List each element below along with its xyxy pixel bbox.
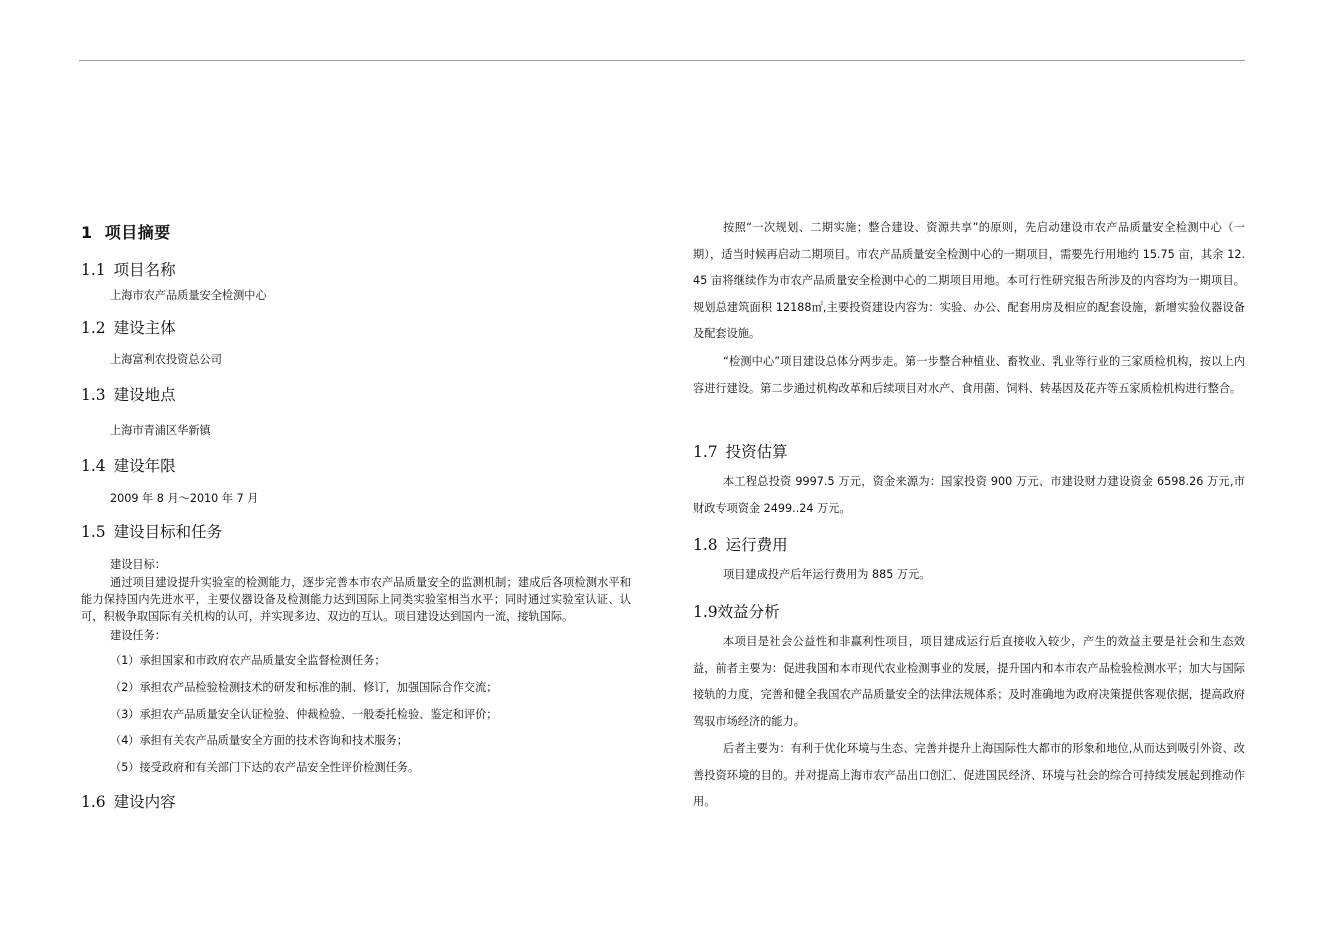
goal-paragraph: 通过项目建设提升实验室的检测能力，逐步完善本市农产品质量安全的监测机制；建成后各项检测水平和能力保持国内先进水平，主要仪器设备及检测能力达到国际上同类实验室相当水平；同时通过实验室认证、认可，积极争取国际有关机构的认可，并实现多边、双边的互认。项目建设达到国内一流，接轨国际。 xyxy=(81,576,631,623)
investment-paragraph: 本工程总投资 9997.5 万元，资金来源为：国家投资 900 万元、市建设财力建设资金 6598.26 万元,市财政专项资金 2499..24 万元。 xyxy=(693,475,1245,515)
header-rule xyxy=(79,60,1245,61)
benefit-paragraph-1: 本项目是社会公益性和非赢利性项目，项目建成运行后直接收入较少，产生的效益主要是社会和生态效益，前者主要为：促进我国和本市现代农业检测事业的发展，提升国内和本市农产品检验检测水平；加大与国际接轨的力度，完善和健全我国农产品质量安全的法律法规体系；及时准确地为政府决策提供客观依据，提高政府驾驭市场经济的能力。 xyxy=(693,635,1245,728)
heading-number: 1.7 xyxy=(693,443,718,461)
heading-number: 1.2 xyxy=(81,319,106,337)
heading-number: 1.9 xyxy=(693,603,718,621)
task-item: （3）承担农产品质量安全认证检验、仲裁检验、一般委托检验、鉴定和评价； xyxy=(110,708,498,721)
heading-number: 1.5 xyxy=(81,523,106,541)
heading-1-9 xyxy=(693,600,780,622)
goal-label: 建设目标： xyxy=(110,558,166,571)
construction-content-paragraph: 按照“一次规划、二期实施；整合建设、资源共享”的原则，先启动建设市农产品质量安全检测中心（一期），适当时候再启动二期项目。市农产品质量安全检测中心的一期项目，需要先行用地约 15.75 亩，其余 12.45 亩将继续作为市农产品质量安全检测中心的二期项目用地。本可行性研究报告所涉及的内容均为一期项目。规划总建筑面积 12188㎡,主要投资建设内容为：实验、办公、配套用房及相应的配套设施，新增实验仪器设备及配套设施。 xyxy=(693,221,1245,340)
heading-1-2 xyxy=(81,316,176,338)
section-heading xyxy=(81,220,171,243)
heading-number: 1.1 xyxy=(81,261,106,279)
heading-1-8 xyxy=(693,533,788,555)
heading-1-1 xyxy=(81,258,176,280)
operating-cost-paragraph: 项目建成投产后年运行费用为 885 万元。 xyxy=(723,568,931,581)
heading-1-4 xyxy=(81,454,176,476)
task-item: （5）接受政府和有关部门下达的农产品安全性评价检测任务。 xyxy=(110,761,420,774)
heading-number: 1.6 xyxy=(81,793,106,811)
task-item: （4）承担有关农产品质量安全方面的技术咨询和技术服务； xyxy=(110,734,408,747)
heading-title: 投资估算 xyxy=(725,443,788,461)
heading-1-5 xyxy=(81,520,222,542)
heading-1-7 xyxy=(693,440,788,462)
heading-title: 效益分析 xyxy=(717,603,780,621)
benefit-paragraph-2: 后者主要为：有利于优化环境与生态、完善并提升上海国际性大都市的形象和地位,从而达到吸引外资、改善投资环境的目的。并对提高上海市农产品出口创汇、促进国民经济、环境与社会的综合可持续发展起到推动作用。 xyxy=(693,742,1245,808)
construction-steps-paragraph: “检测中心”项目建设总体分两步走。第一步整合种植业、畜牧业、乳业等行业的三家质检机构，按以上内容进行建设。第二步通过机构改革和后续项目对水产、食用菌、饲料、转基因及花卉等五家质检机构进行整合。 xyxy=(693,355,1245,395)
section-number: 1 xyxy=(81,223,93,242)
heading-1-3 xyxy=(81,383,176,405)
task-item: （2）承担农产品检验检测技术的研发和标准的制、修订，加强国际合作交流； xyxy=(110,681,498,694)
heading-title: 建设年限 xyxy=(113,457,176,475)
heading-number: 1.8 xyxy=(693,536,718,554)
task-item: （1）承担国家和市政府农产品质量安全监督检测任务； xyxy=(110,654,386,667)
task-label: 建设任务： xyxy=(110,629,166,642)
heading-title: 建设主体 xyxy=(113,319,176,337)
section-title: 项目摘要 xyxy=(104,223,171,242)
project-name: 上海市农产品质量安全检测中心 xyxy=(110,289,267,302)
heading-title: 建设内容 xyxy=(113,793,176,811)
heading-number: 1.4 xyxy=(81,457,106,475)
heading-title: 建设地点 xyxy=(113,386,176,404)
project-location: 上海市青浦区华新镇 xyxy=(110,424,211,437)
heading-1-6 xyxy=(81,790,176,812)
heading-title: 建设目标和任务 xyxy=(113,523,223,541)
heading-title: 项目名称 xyxy=(113,261,176,279)
project-period: 2009 年 8 月～2010 年 7 月 xyxy=(110,492,259,505)
project-owner: 上海富利农投资总公司 xyxy=(110,353,222,366)
heading-title: 运行费用 xyxy=(725,536,788,554)
heading-number: 1.3 xyxy=(81,386,106,404)
